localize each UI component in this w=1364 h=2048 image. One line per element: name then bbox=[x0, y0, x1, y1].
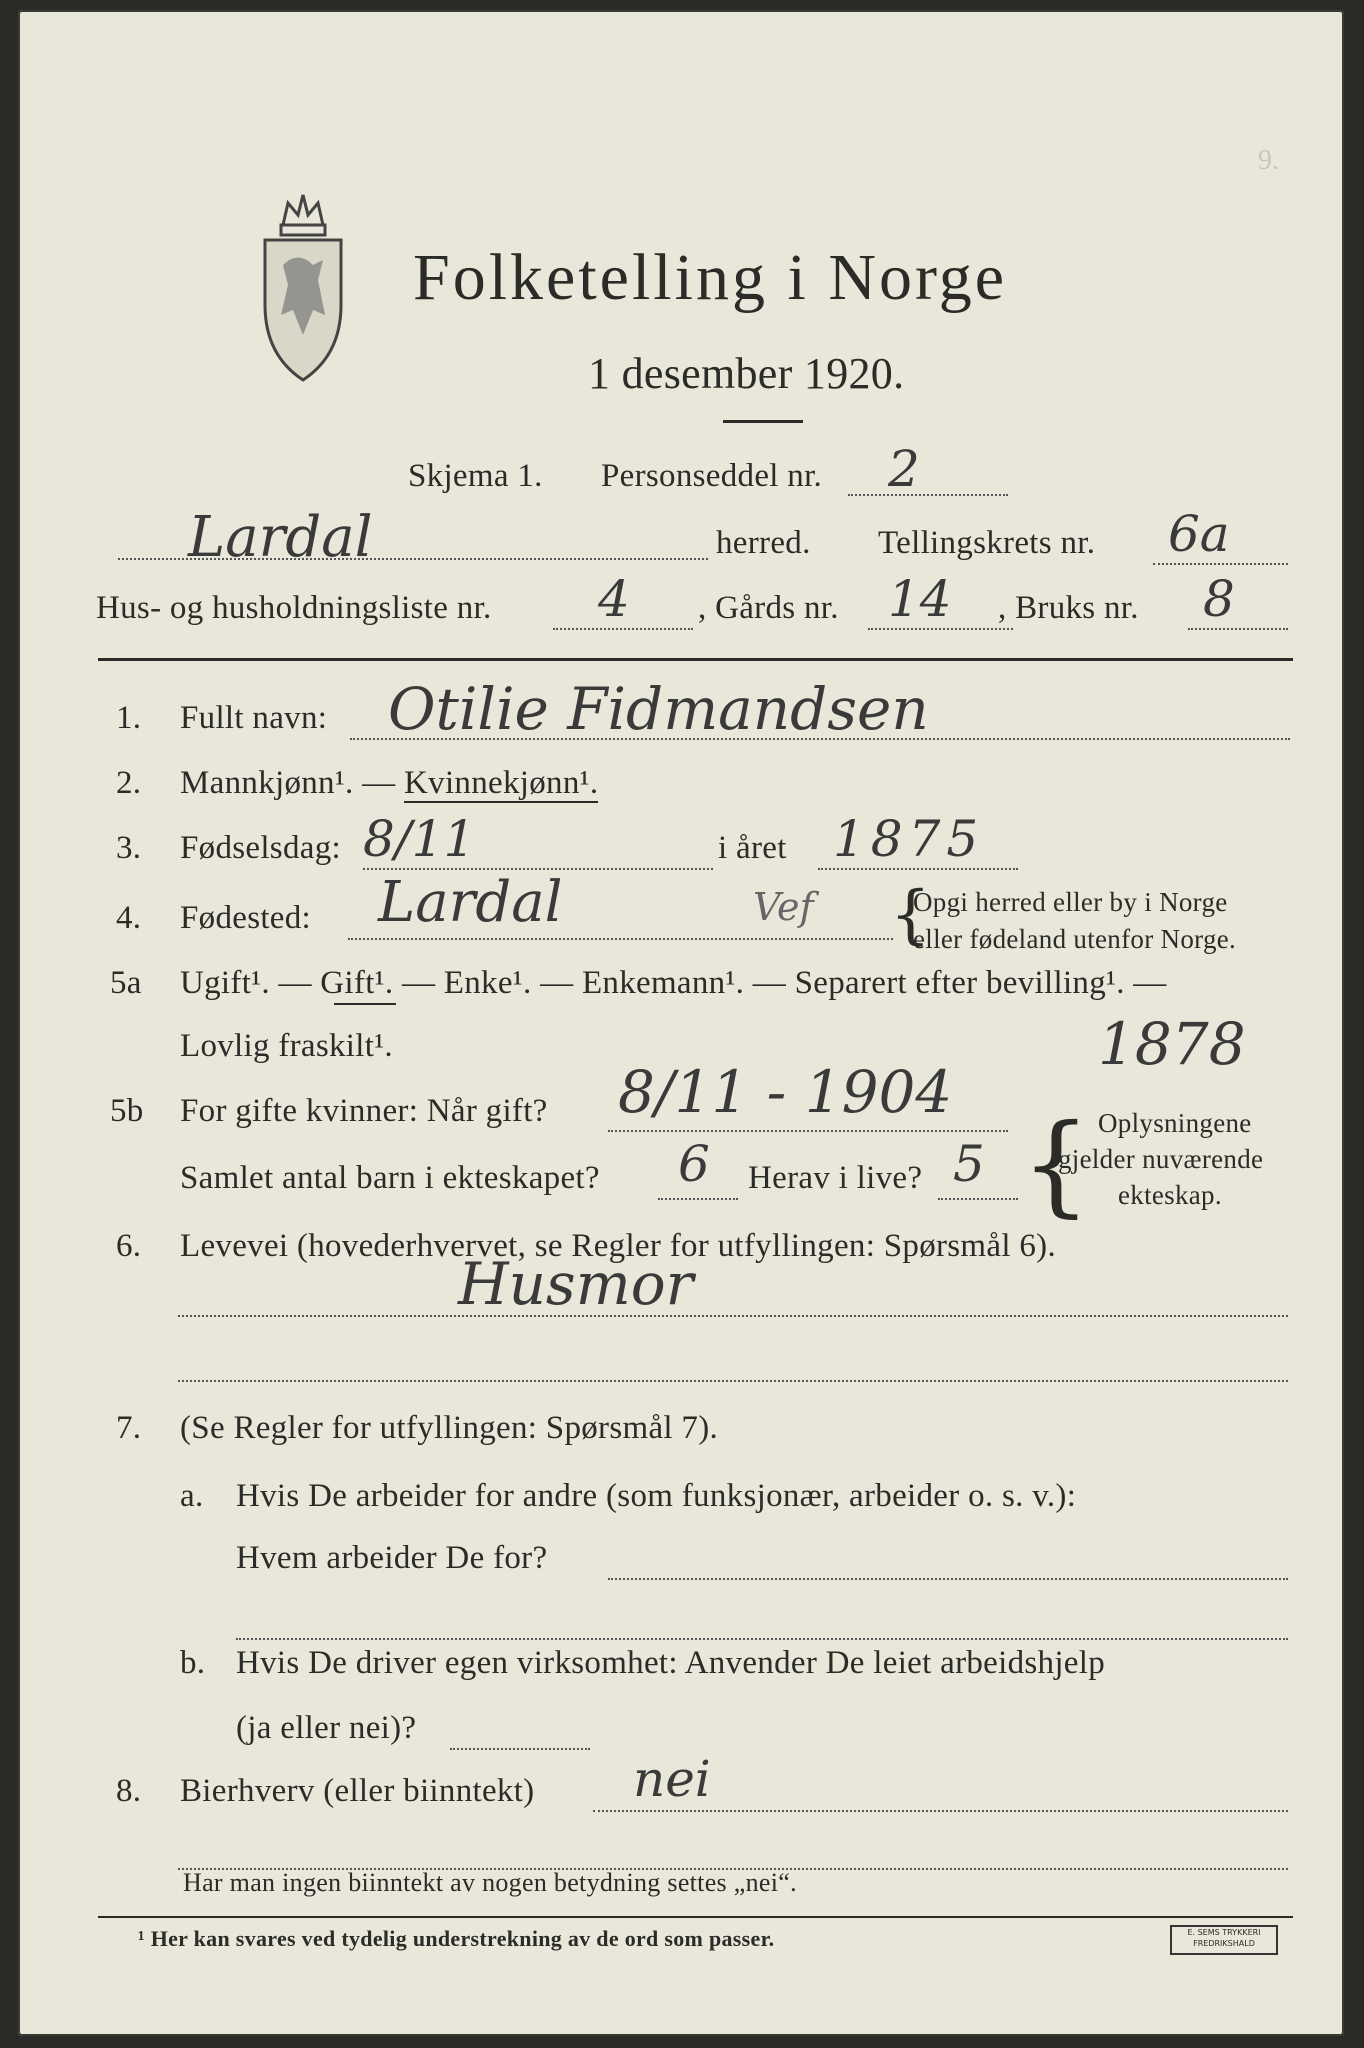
q7b-line1: Hvis De driver egen virksomhet: Anvender De leiet arbeidshjelp bbox=[236, 1645, 1106, 1681]
gards-value: 14 bbox=[888, 570, 952, 628]
q7a-line1: Hvis De arbeider for andre (som funksjonær, arbeider o. s. v.): bbox=[236, 1478, 1077, 1514]
children-alive-value: 5 bbox=[953, 1135, 985, 1193]
skjema-label: Skjema 1. bbox=[408, 458, 543, 494]
birthplace-value-2: Vef bbox=[753, 885, 814, 929]
birth-year-field[interactable] bbox=[818, 868, 1018, 870]
side-income-value: nei bbox=[633, 1750, 711, 1808]
footnote: ¹ Her kan svares ved tydelig understrekning av de ord som passer. bbox=[138, 1926, 775, 1951]
children-alive-field[interactable] bbox=[938, 1198, 1018, 1200]
employer-field-2[interactable] bbox=[236, 1638, 1288, 1640]
header-divider bbox=[98, 658, 1293, 661]
q1-number: 1. bbox=[116, 700, 142, 736]
birthplace-note-1: Opgi herred eller by i Norge bbox=[913, 887, 1228, 917]
q5b-number: 5b bbox=[110, 1093, 144, 1129]
q2-number: 2. bbox=[116, 765, 142, 801]
q7b-line2: (ja eller nei)? bbox=[236, 1710, 417, 1746]
herred-value: Lardal bbox=[188, 505, 373, 570]
q1-label: Fullt navn: bbox=[180, 700, 328, 736]
children-count-label: Samlet antal barn i ekteskapet? bbox=[180, 1160, 600, 1196]
q7a-line2: Hvem arbeider De for? bbox=[236, 1540, 548, 1576]
q4-label: Fødested: bbox=[180, 900, 312, 936]
hus-value: 4 bbox=[598, 570, 630, 628]
married-when-label: For gifte kvinner: Når gift? bbox=[180, 1093, 548, 1129]
title-divider bbox=[723, 420, 803, 423]
employer-field[interactable] bbox=[608, 1578, 1288, 1580]
bruks-value: 8 bbox=[1203, 570, 1235, 628]
bruks-label: , Bruks nr. bbox=[998, 590, 1139, 626]
q3-label: Fødselsdag: bbox=[180, 830, 341, 866]
q8-number: 8. bbox=[116, 1773, 142, 1809]
q4-number: 4. bbox=[116, 900, 142, 936]
q6-number: 6. bbox=[116, 1228, 142, 1264]
married-underline bbox=[334, 1003, 396, 1005]
personseddel-value: 2 bbox=[888, 440, 920, 498]
marriage-brace: { bbox=[1021, 1100, 1091, 1228]
q7a-letter: a. bbox=[180, 1478, 204, 1514]
hired-help-field[interactable] bbox=[450, 1748, 590, 1750]
q7-number: 7. bbox=[116, 1410, 142, 1446]
gards-field[interactable] bbox=[868, 628, 1013, 630]
birth-year-label: i året bbox=[718, 830, 787, 866]
birthplace-value: Lardal bbox=[378, 870, 563, 935]
q8-label: Bierhverv (eller biinntekt) bbox=[180, 1773, 535, 1809]
bleed-through-text: 9. bbox=[1258, 145, 1279, 176]
bruks-field[interactable] bbox=[1188, 628, 1288, 630]
norwegian-coat-of-arms-icon bbox=[253, 185, 353, 385]
marital-status-options[interactable]: Ugift¹. — Gift¹. — Enke¹. — Enkemann¹. — Separert efter bevilling¹. — bbox=[180, 965, 1167, 1001]
marital-status-options-2[interactable]: Lovlig fraskilt¹. bbox=[180, 1028, 393, 1064]
form-title: Folketelling i Norge bbox=[413, 241, 1008, 314]
children-count-field[interactable] bbox=[658, 1198, 738, 1200]
tellingskrets-value: 6a bbox=[1168, 505, 1230, 563]
hus-label: Hus- og husholdningsliste nr. bbox=[96, 590, 492, 626]
marriage-note-2: gjelder nuværende bbox=[1058, 1144, 1264, 1174]
herred-label: herred. bbox=[716, 525, 811, 561]
printer-stamp: E. SEMS TRYKKERI FREDRIKSHALD bbox=[1170, 1925, 1278, 1955]
q6-label: Levevei (hovederhvervet, se Regler for utfyllingen: Spørsmål 6). bbox=[180, 1228, 1057, 1264]
q5a-number: 5a bbox=[110, 965, 142, 1001]
occupation-field[interactable] bbox=[178, 1315, 1288, 1317]
birthplace-brace: { bbox=[890, 878, 931, 952]
q7-label: (Se Regler for utfyllingen: Spørsmål 7). bbox=[180, 1410, 719, 1446]
occupation-field-2[interactable] bbox=[178, 1380, 1288, 1382]
side-income-field[interactable] bbox=[593, 1810, 1288, 1812]
marriage-note-3: ekteskap. bbox=[1118, 1180, 1222, 1210]
gender-separator: — bbox=[353, 765, 405, 801]
census-date: 1 desember 1920. bbox=[588, 349, 905, 398]
tellingskrets-label: Tellingskrets nr. bbox=[878, 525, 1096, 561]
gender-female[interactable]: Kvinnekjønn¹. bbox=[404, 765, 599, 801]
side-income-note: Har man ingen biinntekt av nogen betydning settes „nei“. bbox=[183, 1868, 797, 1897]
hus-field[interactable] bbox=[553, 628, 693, 630]
q7b-letter: b. bbox=[180, 1645, 206, 1681]
q2-options bbox=[180, 765, 598, 802]
year-annotation: 1878 bbox=[1098, 1010, 1246, 1078]
tellingskrets-field[interactable] bbox=[1153, 563, 1288, 565]
personseddel-label: Personseddel nr. bbox=[601, 458, 823, 494]
gender-male[interactable]: Mannkjønn¹. bbox=[180, 765, 354, 801]
birthplace-field[interactable] bbox=[348, 938, 893, 940]
census-form-sheet bbox=[18, 10, 1344, 2036]
q3-number: 3. bbox=[116, 830, 142, 866]
gards-label: , Gårds nr. bbox=[698, 590, 839, 626]
married-when-field[interactable] bbox=[608, 1130, 1008, 1132]
married-when-value: 8/11 - 1904 bbox=[618, 1058, 953, 1126]
footnote-divider bbox=[98, 1916, 1293, 1918]
marriage-note-1: Oplysningene bbox=[1098, 1108, 1252, 1138]
full-name-value: Otilie Fidmandsen bbox=[388, 675, 929, 743]
birthday-value: 8/11 bbox=[363, 810, 476, 868]
children-alive-label: Herav i live? bbox=[748, 1160, 923, 1196]
personseddel-field[interactable] bbox=[848, 494, 1008, 496]
birth-year-value: 1875 bbox=[833, 810, 985, 868]
birthplace-note-2: eller fødeland utenfor Norge. bbox=[913, 924, 1237, 954]
children-count-value: 6 bbox=[678, 1135, 710, 1193]
occupation-value: Husmor bbox=[458, 1250, 694, 1318]
